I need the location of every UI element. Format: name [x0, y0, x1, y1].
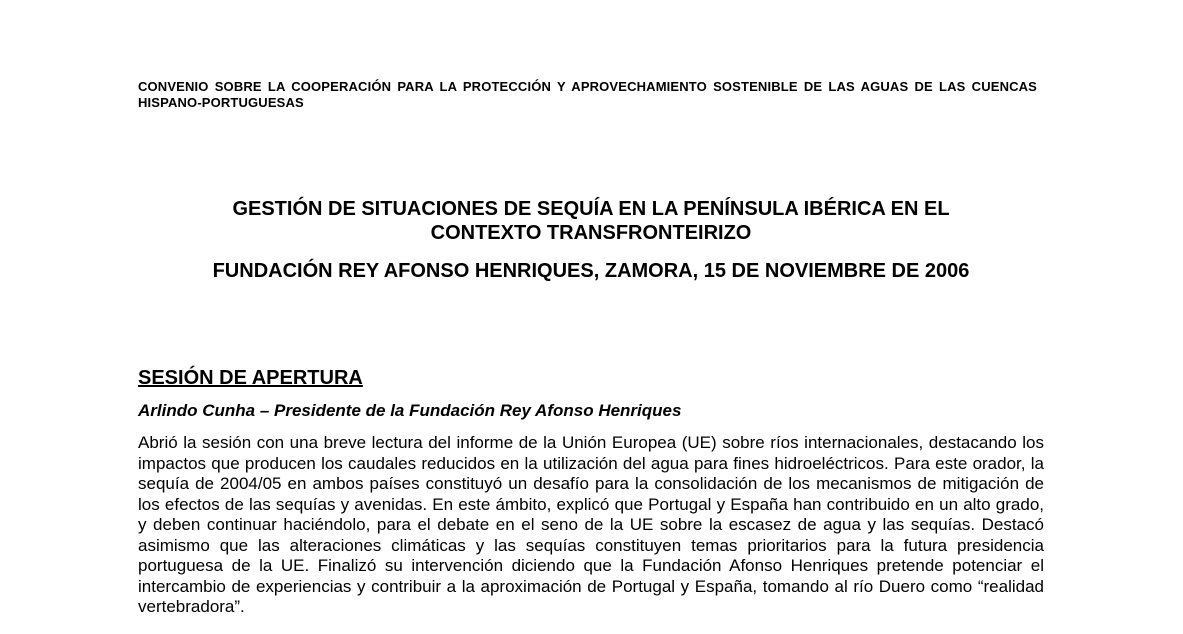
- document-subtitle: FUNDACIÓN REY AFONSO HENRIQUES, ZAMORA, 15 DE NOVIEMBRE DE 2006: [212, 260, 970, 282]
- title-line-2: CONTEXTO TRANSFRONTEIRIZO: [430, 222, 752, 244]
- title-line-1: GESTIÓN DE SITUACIONES DE SEQUÍA EN LA PENÍNSULA IBÉRICA EN EL: [232, 198, 950, 220]
- convenio-header: CONVENIO SOBRE LA COOPERACIÓN PARA LA PROTECCIÓN Y APROVECHAMIENTO SOSTENIBLE DE LAS AGUAS DE LAS CUENCAS HISPANO-PORTUGUESAS: [138, 79, 1037, 110]
- document-title: [138, 197, 1044, 245]
- speaker-line: Arlindo Cunha – Presidente de la Fundación Rey Afonso Henriques: [138, 401, 682, 420]
- section-heading: SESIÓN DE APERTURA: [138, 367, 363, 389]
- body-paragraph: Abrió la sesión con una breve lectura del informe de la Unión Europea (UE) sobre ríos internacionales, destacando los impactos que producen los caudales reducidos en la utilización del agua para fines hidroeléctricos. Para este orador, la sequía de 2004/05 en ambos países constituyó un desafío para la consolidación de los mecanismos de mitigación de los efectos de las sequías y avenidas. En este ámbito, explicó que Portugal y España han contribuido en un alto grado, y deben continuar haciéndolo, para el debate en el seno de la UE sobre la escasez de agua y las sequías. Destacó asimismo que las alteraciones climáticas y las sequías constituyen temas prioritarios para la futura presidencia portuguesa de la UE. Finalizó su intervención diciendo que la Fundación Afonso Henriques pretende potenciar el intercambio de experiencias y contribuir a la aproximación de Portugal y España, tomando al río Duero como “realidad vertebradora”.: [138, 433, 1044, 616]
